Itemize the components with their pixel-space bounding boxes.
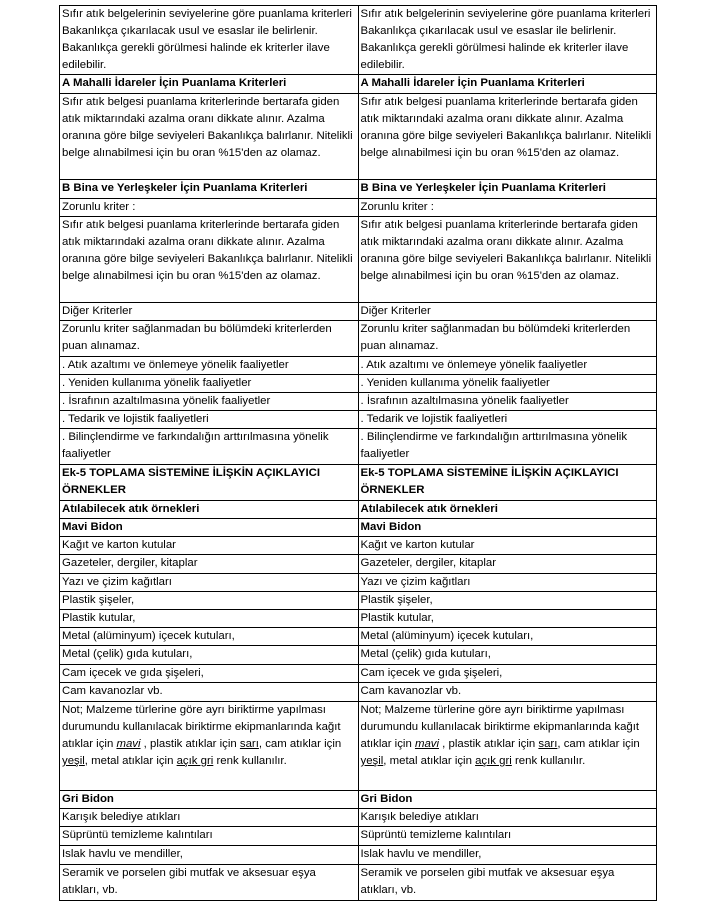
- cell-left: Plastik şişeler,: [60, 592, 359, 610]
- table-body: [60, 6, 657, 901]
- cell-left: Cam kavanozlar vb.: [60, 683, 359, 702]
- cell-right: Plastik şişeler,: [358, 592, 657, 610]
- cell-right: Kağıt ve karton kutular: [358, 537, 657, 555]
- cell-left: Yazı ve çizim kağıtları: [60, 574, 359, 592]
- cell-left: B Bina ve Yerleşkeler İçin Puanlama Kriterleri: [60, 180, 359, 199]
- note-part: renk kullanılır.: [213, 755, 287, 767]
- table-row: [60, 555, 657, 574]
- cell-right: . İsrafının azaltılmasına yönelik faaliyetler: [358, 393, 657, 411]
- note-part: sarı: [239, 738, 259, 750]
- table-row: [60, 199, 657, 217]
- cell-right: [358, 702, 657, 791]
- cell-right: Cam içecek ve gıda şişeleri,: [358, 665, 657, 683]
- cell-left: Seramik ve porselen gibi mutfak ve aksesuar eşya atıkları, vb.: [60, 865, 359, 901]
- table-row: [60, 574, 657, 592]
- note-part: yeşil: [62, 755, 85, 767]
- cell-right: Metal (çelik) gıda kutuları,: [358, 646, 657, 665]
- table-row: [60, 537, 657, 555]
- comparison-table: [59, 5, 657, 901]
- cell-right: . Yeniden kullanıma yönelik faaliyetler: [358, 375, 657, 393]
- cell-right: Sıfır atık belgesi puanlama kriterlerinde bertarafa giden atık miktarındaki azalma oranı dikkate alınır. Azalma oranına göre bilge seviyeleri Bakanlıkça balırlanır. Nitelikli belge alınabilmesi için bu oran %15'den az olamaz.: [358, 217, 657, 303]
- note-part: açık gri: [475, 755, 512, 767]
- table-row: [60, 501, 657, 519]
- cell-right: Yazı ve çizim kağıtları: [358, 574, 657, 592]
- note-part: , metal atıklar için: [383, 755, 476, 767]
- cell-right: Gri Bidon: [358, 791, 657, 809]
- cell-left: Sıfır atık belgesi puanlama kriterlerinde bertarafa giden atık miktarındaki azalma oranı dikkate alınır. Azalma oranına göre bilge seviyeleri Bakanlıkça balırlanır. Nitelikli belge alınabilmesi için bu oran %15'den az olamaz.: [60, 217, 359, 303]
- cell-left: Metal (çelik) gıda kutuları,: [60, 646, 359, 665]
- table-row: [60, 665, 657, 683]
- table-row: [60, 846, 657, 865]
- cell-left: Ek-5 TOPLAMA SİSTEMİNE İLİŞKİN AÇIKLAYICI ÖRNEKLER: [60, 465, 359, 501]
- note-part: mavi: [414, 738, 440, 750]
- cell-right: Süprüntü temizleme kalıntıları: [358, 827, 657, 846]
- table-row: [60, 217, 657, 303]
- table-row: [60, 94, 657, 180]
- table-row: [60, 6, 657, 75]
- table-row: [60, 393, 657, 411]
- cell-left: Kağıt ve karton kutular: [60, 537, 359, 555]
- cell-right: A Mahalli İdareler İçin Puanlama Kriterleri: [358, 75, 657, 94]
- cell-right: Cam kavanozlar vb.: [358, 683, 657, 702]
- cell-right: B Bina ve Yerleşkeler İçin Puanlama Kriterleri: [358, 180, 657, 199]
- table-row: [60, 610, 657, 628]
- cell-right: Karışık belediye atıkları: [358, 809, 657, 827]
- cell-right: . Bilinçlendirme ve farkındalığın arttırılmasına yönelik faaliyetler: [358, 429, 657, 465]
- cell-right: Atılabilecek atık örnekleri: [358, 501, 657, 519]
- table-row: [60, 592, 657, 610]
- cell-left: Diğer Kriterler: [60, 303, 359, 321]
- table-row: [60, 75, 657, 94]
- table-row: [60, 683, 657, 702]
- cell-left: Plastik kutular,: [60, 610, 359, 628]
- table-row: [60, 646, 657, 665]
- note-part: renk kullanılır.: [511, 755, 586, 767]
- cell-left: . Atık azaltımı ve önlemeye yönelik faaliyetler: [60, 357, 359, 375]
- cell-right: . Atık azaltımı ve önlemeye yönelik faaliyetler: [358, 357, 657, 375]
- table-row: [60, 865, 657, 901]
- cell-left: Süprüntü temizleme kalıntıları: [60, 827, 359, 846]
- table-row: [60, 180, 657, 199]
- cell-right: Metal (alüminyum) içecek kutuları,: [358, 628, 657, 646]
- cell-left: Zorunlu kriter :: [60, 199, 359, 217]
- cell-left: [60, 702, 359, 791]
- cell-right: Seramik ve porselen gibi mutfak ve aksesuar eşya atıkları, vb.: [358, 865, 657, 901]
- table-row: [60, 375, 657, 393]
- table-row: [60, 357, 657, 375]
- note-part: Not; Malzeme türlerine göre ayrı biriktirme yapılması durumundu kullanılacak biriktirme ekipmanlarında kağıt atıklar için: [62, 704, 341, 750]
- cell-right: Sıfır atık belgesi puanlama kriterlerinde bertarafa giden atık miktarındaki azalma oranı dikkate alınır. Azalma oranına göre bilge seviyeleri Bakanlıkça balırlanır. Nitelikli belge alınabilmesi için bu oran %15'den az olamaz.: [358, 94, 657, 180]
- note-part: mavi: [116, 738, 141, 750]
- note-part: açık gri: [176, 755, 214, 767]
- cell-left: Sıfır atık belgelerinin seviyelerine göre puanlama kriterleri Bakanlıkça çıkarılacak usul ve esaslar ile belirlenir. Bakanlıkça gerekli görülmesi halinde ek kriterler ilave edilebilir.: [60, 6, 359, 75]
- cell-right: Zorunlu kriter :: [358, 199, 657, 217]
- cell-left: Zorunlu kriter sağlanmadan bu bölümdeki kriterlerden puan alınamaz.: [60, 321, 359, 357]
- cell-left: . Tedarik ve lojistik faaliyetleri: [60, 411, 359, 429]
- cell-right: Mavi Bidon: [358, 519, 657, 537]
- note-part: , metal atıklar için: [84, 755, 177, 767]
- cell-left: Gazeteler, dergiler, kitaplar: [60, 555, 359, 574]
- table-row: [60, 303, 657, 321]
- table-row: [60, 791, 657, 809]
- cell-left: . İsrafının azaltılmasına yönelik faaliyetler: [60, 393, 359, 411]
- cell-left: Mavi Bidon: [60, 519, 359, 537]
- table-row: [60, 519, 657, 537]
- table-row: [60, 809, 657, 827]
- cell-right: Gazeteler, dergiler, kitaplar: [358, 555, 657, 574]
- note-part: yeşil: [360, 755, 384, 767]
- table-row: [60, 321, 657, 357]
- table-row: [60, 702, 657, 791]
- table-row: [60, 411, 657, 429]
- cell-left: . Yeniden kullanıma yönelik faaliyetler: [60, 375, 359, 393]
- table-row: [60, 429, 657, 465]
- cell-left: Gri Bidon: [60, 791, 359, 809]
- note-part: , cam atıklar için: [258, 738, 342, 750]
- note-part: , plastik atıklar için: [140, 738, 240, 750]
- table-row: [60, 465, 657, 501]
- cell-right: Ek-5 TOPLAMA SİSTEMİNE İLİŞKİN AÇIKLAYICI ÖRNEKLER: [358, 465, 657, 501]
- cell-right: . Tedarik ve lojistik faaliyetleri: [358, 411, 657, 429]
- cell-left: A Mahalli İdareler İçin Puanlama Kriterleri: [60, 75, 359, 94]
- cell-right: Diğer Kriterler: [358, 303, 657, 321]
- table-row: [60, 628, 657, 646]
- cell-left: Atılabilecek atık örnekleri: [60, 501, 359, 519]
- note-part: , cam atıklar için: [557, 738, 640, 750]
- cell-left: Karışık belediye atıkları: [60, 809, 359, 827]
- cell-left: Islak havlu ve mendiller,: [60, 846, 359, 865]
- note-part: , plastik atıklar için: [439, 738, 539, 750]
- cell-right: Islak havlu ve mendiller,: [358, 846, 657, 865]
- note-part: Not; Malzeme türlerine göre ayrı biriktirme yapılması durumundu kullanılacak biriktirme ekipmanlarında kağıt atıklar için: [360, 704, 640, 750]
- cell-right: Plastik kutular,: [358, 610, 657, 628]
- cell-left: Sıfır atık belgesi puanlama kriterlerinde bertarafa giden atık miktarındaki azalma oranı dikkate alınır. Azalma oranına göre bilge seviyeleri Bakanlıkça balırlanır. Nitelikli belge alınabilmesi için bu oran %15'den az olamaz.: [60, 94, 359, 180]
- cell-left: . Bilinçlendirme ve farkındalığın arttırılmasına yönelik faaliyetler: [60, 429, 359, 465]
- note-part: sarı: [538, 738, 558, 750]
- cell-right: Sıfır atık belgelerinin seviyelerine göre puanlama kriterleri Bakanlıkça çıkarılacak usul ve esaslar ile belirlenir. Bakanlıkça gerekli görülmesi halinde ek kriterler ilave edilebilir.: [358, 6, 657, 75]
- table-row: [60, 827, 657, 846]
- cell-right: Zorunlu kriter sağlanmadan bu bölümdeki kriterlerden puan alınamaz.: [358, 321, 657, 357]
- cell-left: Metal (alüminyum) içecek kutuları,: [60, 628, 359, 646]
- cell-left: Cam içecek ve gıda şişeleri,: [60, 665, 359, 683]
